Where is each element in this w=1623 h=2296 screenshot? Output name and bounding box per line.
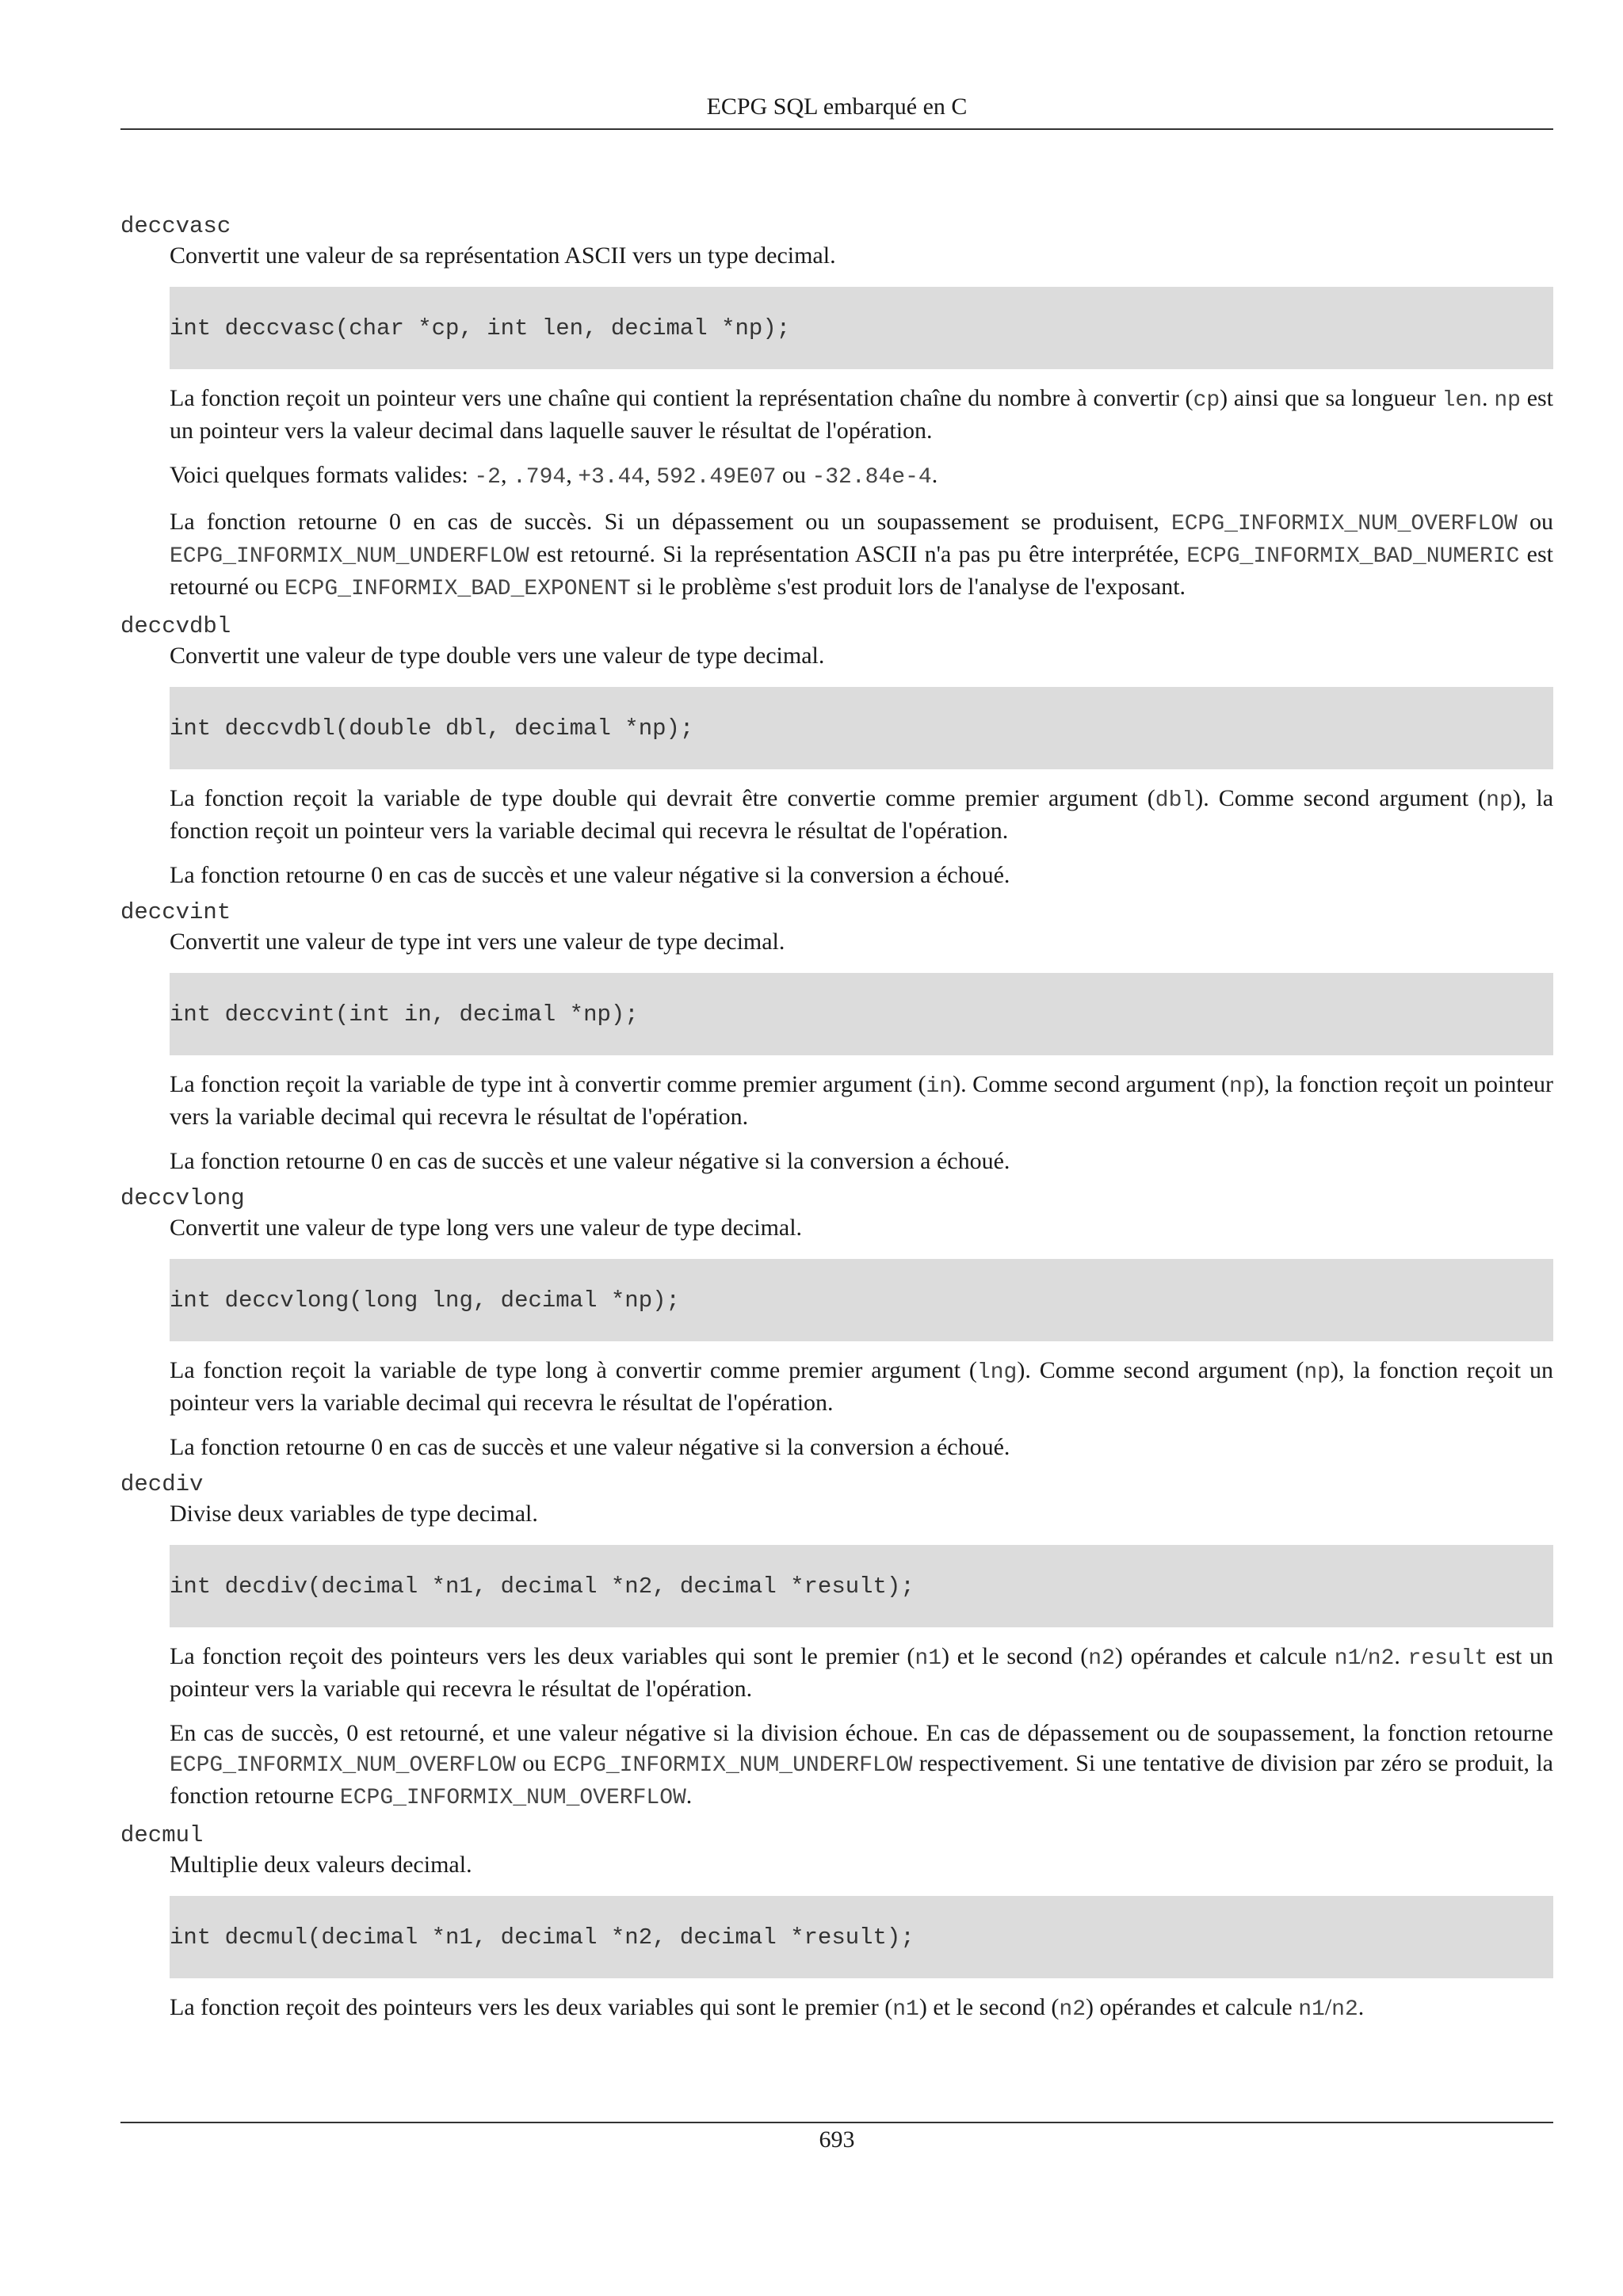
function-description bbox=[170, 1213, 1553, 1463]
inline-code: n2 bbox=[1367, 1646, 1395, 1671]
paragraph-text: . bbox=[685, 1783, 693, 1809]
inline-code: n2 bbox=[1331, 1997, 1358, 2022]
description-paragraph bbox=[170, 1146, 1553, 1177]
paragraph-text: ). Comme second argument ( bbox=[1195, 785, 1487, 811]
paragraph-text: / bbox=[1324, 1994, 1332, 2020]
inline-code: len bbox=[1442, 388, 1483, 413]
description-paragraph bbox=[170, 1356, 1553, 1418]
footer-rule bbox=[120, 2122, 1553, 2123]
description-paragraph bbox=[170, 784, 1553, 846]
inline-code: -32.84e-4 bbox=[812, 465, 932, 490]
function-description bbox=[170, 1850, 1553, 2025]
paragraph-text: La fonction retourne 0 en cas de succès et une valeur négative si la conversion a échoué. bbox=[170, 1148, 1010, 1174]
inline-code: np bbox=[1494, 388, 1521, 413]
description-paragraph bbox=[170, 1993, 1553, 2025]
inline-code: n1 bbox=[892, 1997, 919, 2022]
function-signature: int decdiv(decimal *n1, decimal *n2, decimal *result); bbox=[170, 1545, 1553, 1627]
description-paragraph bbox=[170, 1432, 1553, 1463]
function-name: deccvdbl bbox=[120, 613, 231, 639]
description-paragraph bbox=[170, 1070, 1553, 1132]
paragraph-text: est un pointeur vers la valeur decimal dans laquelle sauver le résultat de l'opération. bbox=[170, 385, 1554, 444]
function-reference-list bbox=[120, 212, 1553, 2033]
function-name: deccvasc bbox=[120, 213, 231, 239]
function-summary: Convertit une valeur de sa représentation ASCII vers un type decimal. bbox=[170, 242, 836, 269]
paragraph-text: . bbox=[1394, 1643, 1408, 1669]
paragraph-text: ) ainsi que sa longueur bbox=[1220, 385, 1442, 411]
paragraph-text: ) et le second ( bbox=[918, 1994, 1060, 2020]
inline-code: ECPG_INFORMIX_NUM_OVERFLOW bbox=[170, 1753, 516, 1778]
function-name: deccvlong bbox=[120, 1185, 245, 1211]
function-name: decmul bbox=[120, 1822, 204, 1848]
function-summary: Convertit une valeur de type long vers une valeur de type decimal. bbox=[170, 1215, 803, 1241]
paragraph-text: La fonction reçoit la variable de type int à convertir comme premier argument ( bbox=[170, 1071, 926, 1097]
description-paragraph bbox=[170, 1718, 1553, 1814]
function-signature: int decmul(decimal *n1, decimal *n2, decimal *result); bbox=[170, 1896, 1553, 1978]
inline-code: ECPG_INFORMIX_NUM_OVERFLOW bbox=[339, 1786, 686, 1810]
paragraph-text: . bbox=[1482, 385, 1495, 411]
inline-code: ECPG_INFORMIX_NUM_OVERFLOW bbox=[1170, 512, 1518, 536]
function-signature: int deccvdbl(double dbl, decimal *np); bbox=[170, 687, 1553, 769]
function-description bbox=[170, 927, 1553, 1177]
inline-code: in bbox=[926, 1074, 953, 1099]
paragraph-text: La fonction reçoit des pointeurs vers les deux variables qui sont le premier ( bbox=[170, 1643, 915, 1669]
description-paragraph bbox=[170, 383, 1553, 446]
inline-code: ECPG_INFORMIX_NUM_UNDERFLOW bbox=[170, 544, 529, 569]
function-description bbox=[170, 241, 1553, 605]
page-number: 693 bbox=[819, 2126, 855, 2153]
function-signature: int deccvint(int in, decimal *np); bbox=[170, 973, 1553, 1055]
inline-code: n1 bbox=[1298, 1997, 1325, 2022]
inline-code: ECPG_INFORMIX_BAD_NUMERIC bbox=[1186, 544, 1520, 569]
paragraph-text: En cas de succès, 0 est retourné, et une valeur négative si la division échoue. En cas de dépassement ou de soupassement, la fonction retourne bbox=[170, 1720, 1553, 1746]
function-summary: Divise deux variables de type decimal. bbox=[170, 1501, 538, 1527]
inline-code: -2 bbox=[474, 465, 501, 490]
paragraph-text: ou bbox=[515, 1750, 553, 1776]
inline-code: ECPG_INFORMIX_NUM_UNDERFLOW bbox=[552, 1753, 913, 1778]
running-header: ECPG SQL embarqué en C bbox=[120, 93, 1553, 130]
paragraph-text: ), la fonction reçoit un pointeur vers la variable decimal qui recevra le résultat de l'opération. bbox=[170, 1071, 1553, 1130]
inline-code: n1 bbox=[1334, 1646, 1361, 1671]
inline-code: n1 bbox=[915, 1646, 942, 1671]
inline-code: np bbox=[1486, 788, 1513, 813]
function-summary: Convertit une valeur de type double vers une valeur de type decimal. bbox=[170, 643, 825, 669]
function-signature: int deccvlong(long lng, decimal *np); bbox=[170, 1259, 1553, 1341]
description-paragraph bbox=[170, 507, 1553, 605]
inline-code: 592.49E07 bbox=[656, 465, 777, 490]
paragraph-text: La fonction retourne 0 en cas de succès. Si un dépassement ou un soupassement se produisent, bbox=[170, 509, 1171, 535]
paragraph-text: ou bbox=[1517, 509, 1553, 535]
inline-code: result bbox=[1407, 1646, 1488, 1671]
inline-code: .794 bbox=[512, 465, 567, 490]
function-name: deccvint bbox=[120, 899, 231, 925]
paragraph-text: La fonction retourne 0 en cas de succès et une valeur négative si la conversion a échoué. bbox=[170, 862, 1010, 888]
function-description bbox=[170, 641, 1553, 891]
paragraph-text: si le problème s'est produit lors de l'analyse de l'exposant. bbox=[630, 574, 1186, 600]
paragraph-text: ). Comme second argument ( bbox=[1017, 1357, 1304, 1383]
inline-code: np bbox=[1229, 1074, 1256, 1099]
inline-code: lng bbox=[976, 1360, 1018, 1385]
paragraph-text: est retourné ou bbox=[170, 541, 1553, 600]
paragraph-text: respectivement. Si une tentative de division par zéro se produit, la fonction retourne bbox=[170, 1750, 1554, 1809]
paragraph-text: , bbox=[644, 462, 657, 488]
paragraph-text: Voici quelques formats valides: bbox=[170, 462, 475, 488]
paragraph-text: . bbox=[1358, 1994, 1365, 2020]
inline-code: n2 bbox=[1059, 1997, 1086, 2022]
paragraph-text: ), la fonction reçoit un pointeur vers la variable decimal qui recevra le résultat de l'opération. bbox=[170, 785, 1554, 844]
function-summary: Multiplie deux valeurs decimal. bbox=[170, 1852, 472, 1878]
paragraph-text: est un pointeur vers la variable qui recevra le résultat de l'opération. bbox=[170, 1643, 1554, 1702]
paragraph-text: / bbox=[1361, 1643, 1368, 1669]
inline-code: n2 bbox=[1088, 1646, 1115, 1671]
function-name: decdiv bbox=[120, 1471, 204, 1497]
paragraph-text: , bbox=[500, 462, 513, 488]
paragraph-text: ). Comme second argument ( bbox=[953, 1071, 1230, 1097]
function-description bbox=[170, 1499, 1553, 1814]
paragraph-text: , bbox=[566, 462, 579, 488]
inline-code: np bbox=[1304, 1360, 1331, 1385]
document-page bbox=[120, 0, 1553, 2296]
inline-code: cp bbox=[1193, 388, 1220, 413]
paragraph-text: ), la fonction reçoit un pointeur vers la variable decimal qui recevra le résultat de l'opération. bbox=[170, 1357, 1553, 1416]
paragraph-text: ) opérandes et calcule bbox=[1086, 1994, 1299, 2020]
description-paragraph bbox=[170, 860, 1553, 891]
inline-code: +3.44 bbox=[578, 465, 645, 490]
paragraph-text: La fonction reçoit un pointeur vers une chaîne qui contient la représentation chaîne du nombre à convertir ( bbox=[170, 385, 1193, 411]
paragraph-text: La fonction reçoit la variable de type long à convertir comme premier argument ( bbox=[170, 1357, 977, 1383]
paragraph-text: ) et le second ( bbox=[941, 1643, 1089, 1669]
paragraph-text: La fonction reçoit la variable de type double qui devrait être convertie comme premier argument ( bbox=[170, 785, 1155, 811]
paragraph-text: ou bbox=[776, 462, 812, 488]
inline-code: ECPG_INFORMIX_BAD_EXPONENT bbox=[284, 577, 631, 601]
paragraph-text: La fonction reçoit des pointeurs vers les deux variables qui sont le premier ( bbox=[170, 1994, 893, 2020]
function-signature: int deccvasc(char *cp, int len, decimal *np); bbox=[170, 287, 1553, 369]
description-paragraph bbox=[170, 1642, 1553, 1704]
paragraph-text: est retourné. Si la représentation ASCII n'a pas pu être interprétée, bbox=[529, 541, 1187, 567]
paragraph-text: ) opérandes et calcule bbox=[1114, 1643, 1335, 1669]
function-summary: Convertit une valeur de type int vers une valeur de type decimal. bbox=[170, 929, 785, 955]
inline-code: dbl bbox=[1155, 788, 1196, 813]
description-paragraph bbox=[170, 460, 1553, 493]
paragraph-text: La fonction retourne 0 en cas de succès et une valeur négative si la conversion a échoué. bbox=[170, 1434, 1010, 1460]
paragraph-text: . bbox=[931, 462, 938, 488]
